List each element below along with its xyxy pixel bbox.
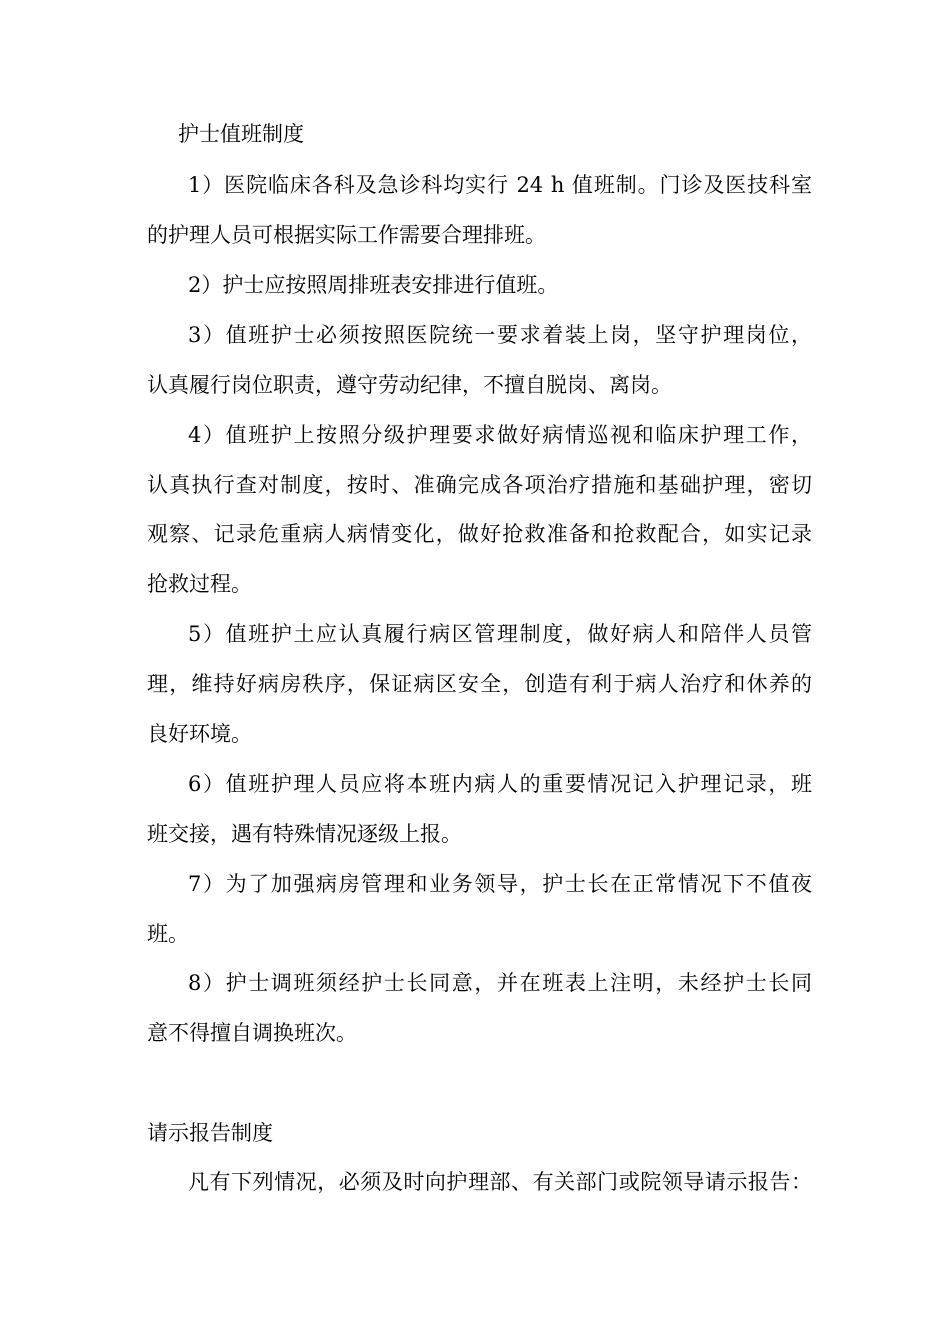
paragraph-line: 的护理人员可根据实际工作需要合理排班。: [147, 223, 546, 247]
paragraph-line: 班交接，遇有特殊情况逐级上报。: [147, 822, 462, 846]
paragraph-line: 认真执行查对制度，按时、准确完成各项治疗措施和基础护理，密切: [147, 473, 812, 497]
section-title-nurse-duty: 护士值班制度: [178, 122, 304, 146]
paragraph-line: 意不得擅自调换班次。: [147, 1021, 357, 1045]
paragraph-line: 1）医院临床各科及急诊科均实行 24 h 值班制。门诊及医技科室: [188, 173, 812, 197]
paragraph-line: 观察、记录危重病人病情变化，做好抢救准备和抢救配合，如实记录: [147, 522, 812, 546]
paragraph-line: 3）值班护士必须按照医院统一要求着装上岗，坚守护理岗位，: [188, 323, 812, 347]
paragraph-line: 6）值班护理人员应将本班内病人的重要情况记入护理记录，班: [188, 772, 812, 796]
paragraph-line: 凡有下列情况，必须及时向护理部、有关部门或院领导请示报告：: [188, 1170, 812, 1194]
paragraph-line: 良好环境。: [147, 722, 252, 746]
paragraph-line: 抢救过程。: [147, 572, 252, 596]
paragraph-line: 7）为了加强病房管理和业务领导，护士长在正常情况下不值夜: [188, 872, 812, 896]
section-title-report: 请示报告制度: [147, 1121, 273, 1145]
paragraph-line: 4）值班护上按照分级护理要求做好病情巡视和临床护理工作，: [188, 423, 812, 447]
paragraph-line: 5）值班护土应认真履行病区管理制度，做好病人和陪伴人员管: [188, 622, 812, 646]
paragraph-line: 8）护士调班须经护士长同意，并在班表上注明，未经护士长同: [188, 971, 812, 995]
paragraph-line: 理，维持好病房秩序，保证病区安全，创造有利于病人治疗和休养的: [147, 672, 812, 696]
paragraph-line: 班。: [147, 922, 189, 946]
paragraph-line: 认真履行岗位职责，遵守劳动纪律，不擅自脱岗、离岗。: [147, 373, 672, 397]
paragraph-line: 2）护士应按照周排班表安排进行值班。: [188, 273, 559, 297]
